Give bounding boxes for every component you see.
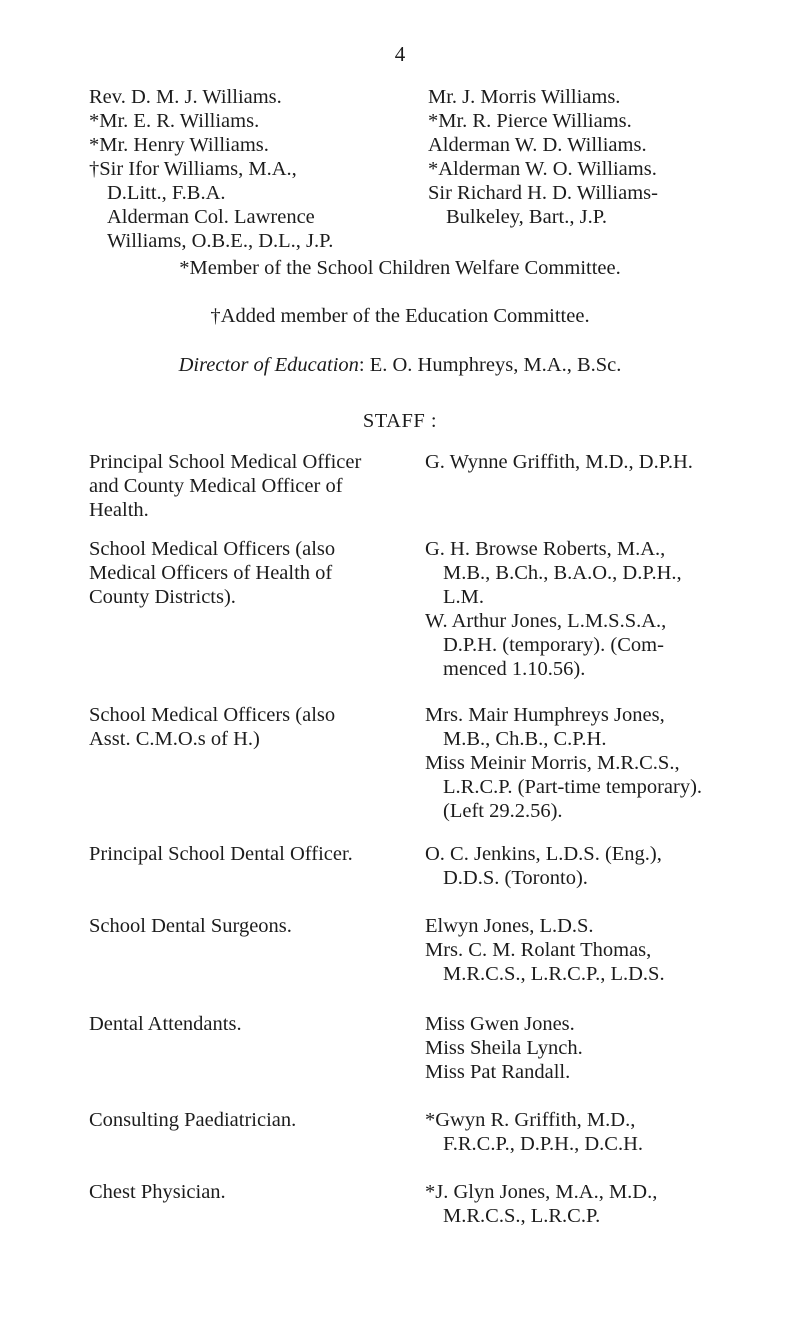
role-line: Dental Attendants. xyxy=(89,1013,242,1035)
role-line: School Medical Officers (also xyxy=(89,538,336,560)
holder-line: D.P.H. (temporary). (Com- xyxy=(443,634,664,656)
staff-holders xyxy=(425,842,769,890)
page-number: 4 xyxy=(394,42,406,66)
member-line: Rev. D. M. J. Williams. xyxy=(89,86,282,108)
staff-holders xyxy=(425,1108,769,1156)
staff-holder xyxy=(425,842,769,890)
director-value: : E. O. Humphreys, M.A., B.Sc. xyxy=(358,354,622,376)
staff-holder xyxy=(425,1180,769,1228)
holder-line: L.M. xyxy=(443,586,484,608)
holder-line: Miss Meinir Morris, M.R.C.S., xyxy=(425,752,680,774)
staff-role xyxy=(89,1108,409,1132)
members-right-column xyxy=(428,85,768,229)
staff-holder xyxy=(425,1012,769,1036)
staff-holder xyxy=(425,914,769,938)
staff-holder xyxy=(425,703,769,751)
staff-role xyxy=(89,842,409,866)
staff-holders xyxy=(425,1180,769,1228)
holder-line: D.D.S. (Toronto). xyxy=(443,867,588,889)
staff-holder xyxy=(425,450,769,474)
holder-line: *J. Glyn Jones, M.A., M.D., xyxy=(425,1181,658,1203)
staff-holder xyxy=(425,609,769,681)
footnote-asterisk: *Member of the School Children Welfare Committee. xyxy=(179,257,621,279)
staff-holder xyxy=(425,1108,769,1156)
holder-line: Miss Pat Randall. xyxy=(425,1061,571,1083)
staff-holders xyxy=(425,914,769,986)
role-line: Medical Officers of Health of xyxy=(89,562,333,584)
holder-line: M.B., B.Ch., B.A.O., D.P.H., xyxy=(443,562,682,584)
staff-role xyxy=(89,914,409,938)
director-label: Director of Education xyxy=(178,354,359,376)
holder-line: G. Wynne Griffith, M.D., D.P.H. xyxy=(425,451,693,473)
role-line: Chest Physician. xyxy=(89,1181,226,1203)
staff-heading: STAFF : xyxy=(362,410,438,432)
staff-holders xyxy=(425,450,769,474)
member-line: Williams, O.B.E., D.L., J.P. xyxy=(107,230,334,252)
staff-role xyxy=(89,703,409,751)
holder-line: *Gwyn R. Griffith, M.D., xyxy=(425,1109,636,1131)
holder-line: M.B., Ch.B., C.P.H. xyxy=(443,728,607,750)
director-line xyxy=(0,354,800,377)
holder-line: (Left 29.2.56). xyxy=(443,800,563,822)
holder-line: M.R.C.S., L.R.C.P., L.D.S. xyxy=(443,963,665,985)
member-line: *Mr. E. R. Williams. xyxy=(89,110,260,132)
role-line: County Districts). xyxy=(89,586,236,608)
role-line: Consulting Paediatrician. xyxy=(89,1109,297,1131)
member-line: Alderman Col. Lawrence xyxy=(107,206,315,228)
role-line: Asst. C.M.O.s of H.) xyxy=(89,728,260,750)
footnote-dagger: †Added member of the Education Committee. xyxy=(210,305,590,327)
holder-line: G. H. Browse Roberts, M.A., xyxy=(425,538,666,560)
member-line: *Alderman W. O. Williams. xyxy=(428,158,657,180)
role-line: School Dental Surgeons. xyxy=(89,915,292,937)
member-line: Bulkeley, Bart., J.P. xyxy=(446,206,607,228)
holder-line: W. Arthur Jones, L.M.S.S.A., xyxy=(425,610,667,632)
holder-line: Mrs. C. M. Rolant Thomas, xyxy=(425,939,652,961)
staff-holders xyxy=(425,537,769,681)
member-line: Sir Richard H. D. Williams- xyxy=(428,182,658,204)
member-line: †Sir Ifor Williams, M.A., xyxy=(89,158,297,180)
staff-role xyxy=(89,1180,409,1204)
member-line: D.Litt., F.B.A. xyxy=(107,182,226,204)
staff-holders xyxy=(425,703,769,823)
holder-line: Miss Gwen Jones. xyxy=(425,1013,575,1035)
role-line: Health. xyxy=(89,499,149,521)
staff-holder xyxy=(425,537,769,609)
holder-line: Miss Sheila Lynch. xyxy=(425,1037,583,1059)
holder-line: menced 1.10.56). xyxy=(443,658,586,680)
holder-line: O. C. Jenkins, L.D.S. (Eng.), xyxy=(425,843,662,865)
member-line: Mr. J. Morris Williams. xyxy=(428,86,621,108)
members-left-column xyxy=(89,85,419,253)
role-line: and County Medical Officer of xyxy=(89,475,343,497)
staff-role xyxy=(89,450,409,522)
holder-line: M.R.C.S., L.R.C.P. xyxy=(443,1205,601,1227)
staff-holder xyxy=(425,751,769,823)
staff-role xyxy=(89,1012,409,1036)
staff-holder xyxy=(425,1060,769,1084)
member-line: Alderman W. D. Williams. xyxy=(428,134,647,156)
staff-holder xyxy=(425,938,769,986)
staff-holders xyxy=(425,1012,769,1084)
role-line: School Medical Officers (also xyxy=(89,704,336,726)
holder-line: Elwyn Jones, L.D.S. xyxy=(425,915,594,937)
role-line: Principal School Dental Officer. xyxy=(89,843,353,865)
role-line: Principal School Medical Officer xyxy=(89,451,362,473)
holder-line: F.R.C.P., D.P.H., D.C.H. xyxy=(443,1133,644,1155)
holder-line: Mrs. Mair Humphreys Jones, xyxy=(425,704,665,726)
staff-role xyxy=(89,537,409,609)
staff-holder xyxy=(425,1036,769,1060)
member-line: *Mr. R. Pierce Williams. xyxy=(428,110,632,132)
member-line: *Mr. Henry Williams. xyxy=(89,134,269,156)
holder-line: L.R.C.P. (Part-time temporary). xyxy=(443,776,703,798)
